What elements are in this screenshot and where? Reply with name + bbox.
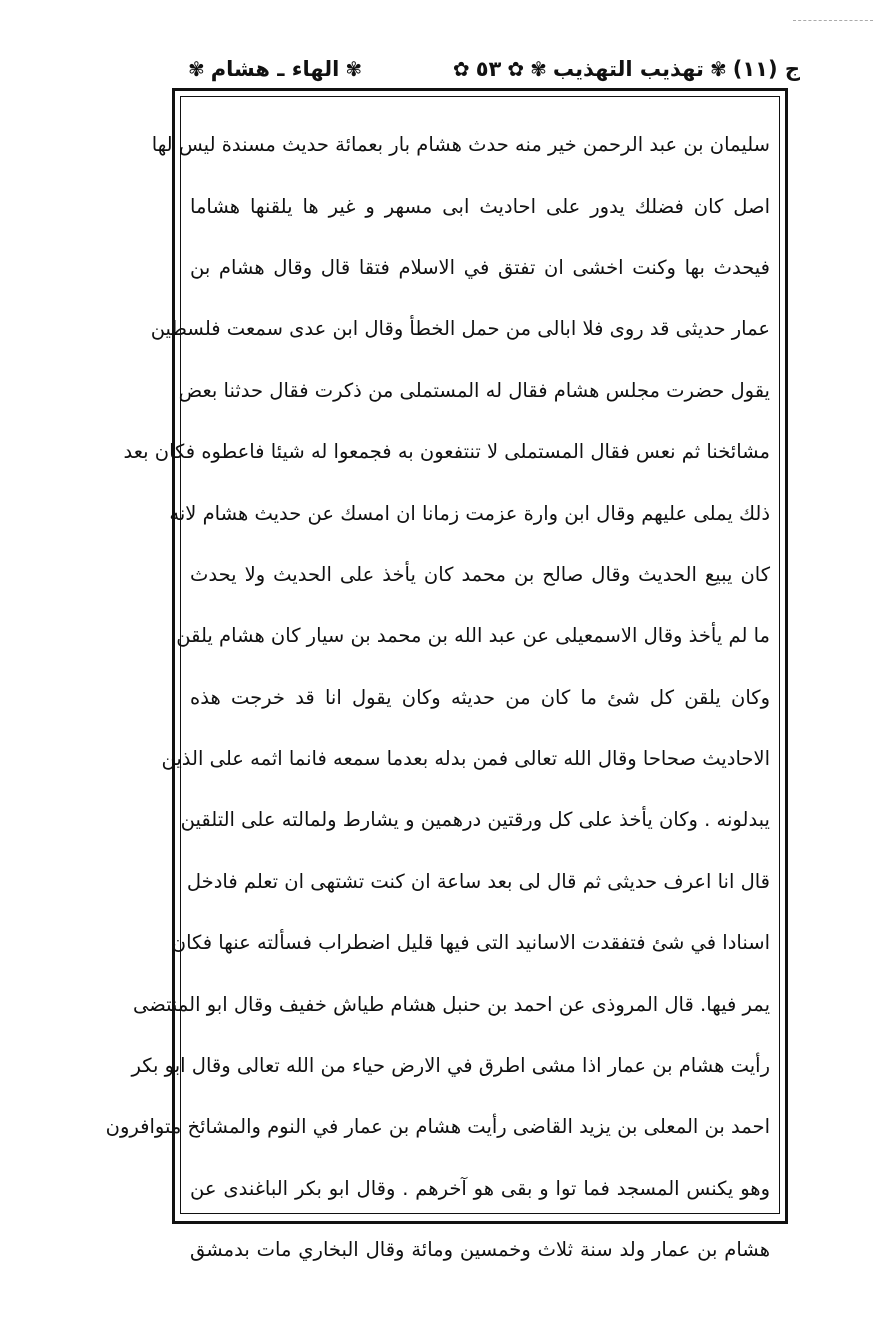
flower-ornament-icon: ✾ [709,57,727,81]
text-line: ذلك يملى عليهم وقال ابن وارة عزمت زمانا ان امسك عن حديث هشام لانه [169,501,770,525]
text-line: مشائخنا ثم نعس فقال المستملى لا تنتفعون به فجمعوا له شيئا فاعطوه فكان بعد [123,440,770,464]
text-line: كان يبيع الحديث وقال صالح بن محمد كان يأخذ على الحديث ولا يحدث [190,562,770,586]
text-line: عمار حديثى قد روى فلا ابالى من حمل الخطأ وقال ابن عدى سمعت فلسطين [150,317,770,341]
header-left-group [188,57,362,81]
book-title: تهذيب التهذيب [552,57,704,81]
body-text [105,114,770,1262]
text-line: هشام بن عمار ولد سنة ثلاث وخمسين ومائة وقال البخاري مات بدمشق [190,1238,770,1262]
text-line: يقول حضرت مجلس هشام فقال له المستملى من ذكرت فقال حدثنا بعض [178,378,770,402]
volume-label: ج (١١) [732,57,800,81]
flower-ornament-icon: ✾ [530,57,547,81]
text-line: رأيت هشام بن عمار اذا مشى اطرق في الارض حياء من الله تعالى وقال ابو بكر [131,1054,770,1078]
text-line: فيحدث بها وكنت اخشى ان تفتق في الاسلام فتقا قال وقال هشام بن [190,255,770,279]
text-line: احمد بن المعلى بن يزيد القاضى رأيت هشام بن عمار في النوم والمشائخ متوافرون [105,1115,770,1139]
text-line: وهو يكنس المسجد فما توا و بقى هو آخرهم . وقال ابو بكر الباغندى عن [190,1176,770,1200]
text-line: الاحاديث صحاحا وقال الله تعالى فمن بدله بعدما سمعه فانما اثمه على الذين [161,747,770,771]
flower-ornament-icon: ✾ [345,57,363,81]
text-line: يمر فيها. قال المروذى عن احمد بن حنبل هشام طياش خفيف وقال ابو المنتضى [132,992,770,1016]
text-line: يبدلونه . وكان يأخذ على كل ورقتين درهمين و يشارط ولمالته على التلقين [180,808,770,832]
text-line: اصل كان فضلك يدور على احاديث ابى مسهر و غير ها يلقنها هشاما [190,194,770,218]
text-line: قال انا اعرف حديثى ثم قال لى بعد ساعة ان كنت تشتهى ان تعلم فادخل [186,869,770,893]
text-line: اسنادا في شئ فتفقدت الاسانيد التى فيها قليل اضطراب فسألته عنها فكان [171,931,770,955]
text-line: وكان يلقن كل شئ ما كان من حديثه وكان يقول انا قد خرجت هذه [190,685,770,709]
scan-mark [793,20,873,25]
text-line: سليمان بن عبد الرحمن خير منه حدث هشام بار بعمائة حديث مسندة ليس لها [151,133,770,157]
text-line: ما لم يأخذ وقال الاسمعيلى عن عبد الله بن محمد بن سيار كان هشام يلقن [176,624,770,648]
header-right-group [453,57,800,81]
running-header [188,52,800,86]
flower-ornament-icon: ✿ [507,57,525,81]
page-number: ٥٣ [475,57,502,81]
section-label: الهاء ـ هشام [210,57,340,81]
flower-ornament-icon: ✿ [452,57,470,81]
flower-ornament-icon: ✾ [188,57,205,81]
